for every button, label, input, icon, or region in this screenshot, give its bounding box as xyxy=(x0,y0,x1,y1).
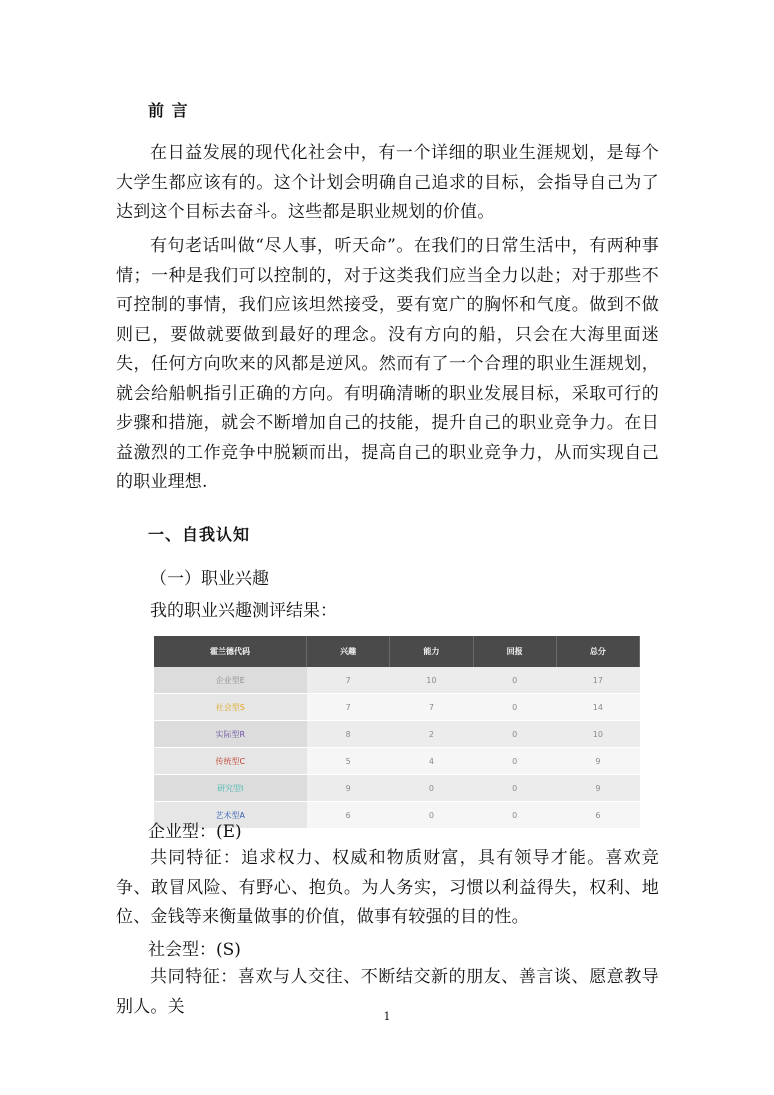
table-row xyxy=(154,667,640,694)
enterprise-type-label: 企业型：(E) xyxy=(148,822,242,842)
score-cell: 10 xyxy=(390,667,473,694)
score-cell: 6 xyxy=(307,802,390,829)
score-cell: 6 xyxy=(556,802,639,829)
score-cell: 10 xyxy=(556,721,639,748)
column-header: 霍兰德代码 xyxy=(154,636,307,667)
holland-code-table xyxy=(154,636,640,829)
table-row xyxy=(154,694,640,721)
score-cell: 7 xyxy=(307,694,390,721)
column-header: 兴趣 xyxy=(307,636,390,667)
column-header: 能力 xyxy=(390,636,473,667)
holland-code-cell: 传统型C xyxy=(154,748,307,775)
social-features: 共同特征：喜欢与人交往、不断结交新的朋友、善言谈、愿意教导别人。关 xyxy=(116,967,659,1017)
score-cell: 9 xyxy=(556,748,639,775)
section-heading-self-awareness: 一、自我认知 xyxy=(148,525,251,544)
score-cell: 0 xyxy=(473,667,556,694)
score-cell: 0 xyxy=(390,802,473,829)
score-cell: 5 xyxy=(307,748,390,775)
score-cell: 9 xyxy=(556,775,639,802)
column-header: 回报 xyxy=(473,636,556,667)
table-header-row xyxy=(154,636,640,667)
holland-code-cell: 社会型S xyxy=(154,694,307,721)
score-cell: 0 xyxy=(390,775,473,802)
page-number: 1 xyxy=(383,1010,391,1023)
score-cell: 7 xyxy=(390,694,473,721)
holland-code-cell: 企业型E xyxy=(154,667,307,694)
preface-paragraph-1: 在日益发展的现代化社会中，有一个详细的职业生涯规划，是每个大学生都应该有的。这个计划会明确自己追求的目标，会指导自己为了达到这个目标去奋斗。这些都是职业规划的价值。 xyxy=(116,143,659,222)
preface-heading: 前 言 xyxy=(148,101,189,120)
table-row xyxy=(154,721,640,748)
column-header: 总分 xyxy=(556,636,639,667)
score-cell: 0 xyxy=(473,748,556,775)
table-row xyxy=(154,748,640,775)
score-cell: 17 xyxy=(556,667,639,694)
score-cell: 0 xyxy=(473,694,556,721)
score-cell: 4 xyxy=(390,748,473,775)
enterprise-features: 共同特征：追求权力、权威和物质财富，具有领导才能。喜欢竞争、敢冒风险、有野心、抱负。为人务实，习惯以利益得失，权利、地位、金钱等来衡量做事的价值，做事有较强的目的性。 xyxy=(116,848,659,927)
preface-paragraph-2: 有句老话叫做“尽人事，听天命”。在我们的日常生活中，有两种事情；一种是我们可以控制的，对于这类我们应当全力以赴；对于那些不可控制的事情，我们应该坦然接受，要有宽广的胸怀和气度。做到不做则已，要做就要做到最好的理念。没有方向的船，只会在大海里面迷失，任何方向吹来的风都是逆风。然而有了一个合理的职业生涯规划，就会给船帆指引正确的方向。有明确清晰的职业发展目标，采取可行的步骤和措施，就会不断增加自己的技能，提升自己的职业竞争力。在日益激烈的工作竞争中脱颖而出，提高自己的职业竞争力，从而实现自己的职业理想. xyxy=(116,236,659,492)
subsection-heading-interest: （一）职业兴趣 xyxy=(150,569,269,589)
social-type-label: 社会型：(S) xyxy=(148,940,241,960)
score-cell: 9 xyxy=(307,775,390,802)
score-cell: 0 xyxy=(473,775,556,802)
holland-code-cell: 研究型I xyxy=(154,775,307,802)
holland-code-cell: 实际型R xyxy=(154,721,307,748)
score-cell: 2 xyxy=(390,721,473,748)
score-cell: 8 xyxy=(307,721,390,748)
score-cell: 0 xyxy=(473,802,556,829)
result-label: 我的职业兴趣测评结果： xyxy=(150,601,337,621)
score-cell: 7 xyxy=(307,667,390,694)
score-cell: 0 xyxy=(473,721,556,748)
holland-code-cell: 艺术型A xyxy=(154,802,307,829)
table-row xyxy=(154,775,640,802)
score-cell: 14 xyxy=(556,694,639,721)
